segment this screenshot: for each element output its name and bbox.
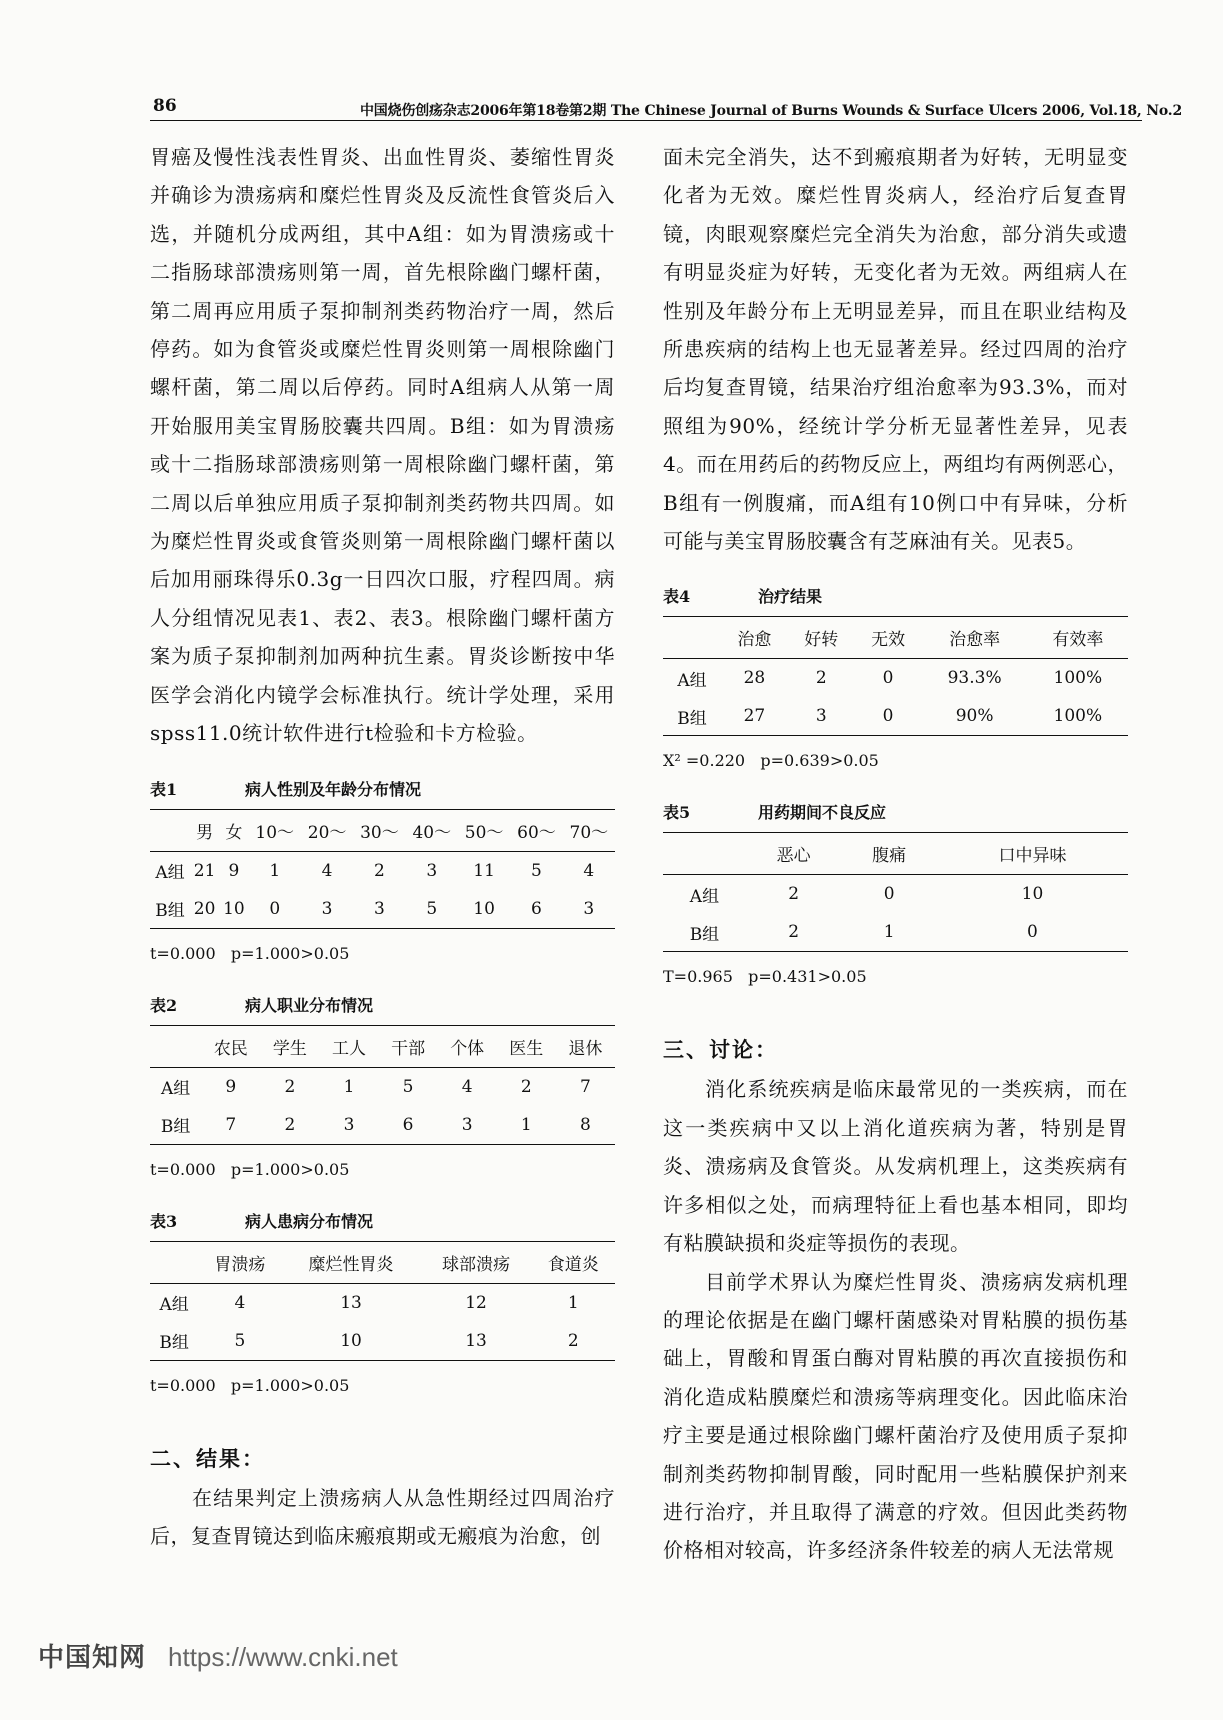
column-header: 干部 <box>391 1038 426 1059</box>
table-cell: 2 <box>788 884 800 905</box>
column-header: 工人 <box>332 1038 366 1059</box>
table-row <box>150 1106 615 1145</box>
column-header: 治愈率 <box>949 630 1001 651</box>
table-cell: 2 <box>815 668 827 689</box>
table-cell: 9 <box>225 1076 237 1097</box>
table-cell: 5 <box>234 1330 246 1351</box>
table-cell: 4 <box>321 860 333 881</box>
table-cell: 9 <box>228 860 240 881</box>
table-cell: 0 <box>1027 922 1038 943</box>
column-header: 胃溃疡 <box>214 1254 266 1275</box>
table-cell: 1 <box>883 922 895 943</box>
table4-label: 表4 <box>663 587 691 607</box>
column-header: 退休 <box>568 1038 603 1059</box>
column-header: 30～ <box>360 822 399 843</box>
table-row <box>663 913 1128 952</box>
table-cell: 27 <box>743 706 766 727</box>
column-header: 球部溃疡 <box>442 1254 511 1275</box>
table5 <box>663 832 1128 952</box>
table2-stat-note: t=0.000 p=1.000>0.05 <box>150 1159 350 1179</box>
table-row <box>150 851 615 890</box>
table-row <box>150 1283 615 1322</box>
journal-header: 中国烧伤创疡杂志2006年第18卷第2期 The Chinese Journal of Burns Wounds & Surface Ulcers 2006, Vol.18, No.2 <box>360 103 1182 119</box>
table-cell: 10 <box>1021 884 1044 905</box>
table-header-row <box>663 833 1128 875</box>
discussion-paragraph-1: 消化系统疾病是临床最常见的一类疾病，而在这一类疾病中又以上消化道疾病为著，特别是胃炎、溃疡病及食管炎。从发病机理上，这类疾病有许多相似之处，而病理特征上看也基本相同，即均有粘膜缺损和炎症等损伤的表现。 <box>663 1077 1128 1256</box>
table-cell: 4 <box>234 1292 246 1313</box>
table4-title: 治疗结果 <box>758 587 823 607</box>
discussion-paragraph-2: 目前学术界认为糜烂性胃炎、溃疡病发病机理的理论依据是在幽门螺杆菌感染对胃粘膜的损伤基础上，胃酸和胃蛋白酶对胃粘膜的再次直接损伤和消化造成粘膜糜烂和溃疡等病理变化。因此临床治疗主要是通过根除幽门螺杆菌治疗及使用质子泵抑制剂类药物抑制胃酸，同时配用一些粘膜保护剂来进行治疗，并且取得了满意的疗效。但因此类药物价格相对较高，许多经济条件较差的病人无法常规 <box>663 1269 1128 1563</box>
table-cell: 2 <box>567 1330 579 1351</box>
column-header: 40～ <box>412 822 452 843</box>
table-header-row <box>663 617 1128 659</box>
table1 <box>150 809 615 929</box>
table-cell: 20 <box>193 898 216 919</box>
cnki-logo: 中国知网 <box>38 1642 147 1672</box>
column-header: 60～ <box>517 822 556 843</box>
column-header: 治愈 <box>737 630 772 651</box>
right-column <box>663 138 1128 1570</box>
table-row <box>150 890 615 929</box>
column-header: 农民 <box>213 1038 248 1059</box>
table-cell: 3 <box>583 898 595 919</box>
column-header: 好转 <box>804 630 839 651</box>
results-continued-paragraph: 面未完全消失，达不到瘢痕期者为好转，无明显变化者为无效。糜烂性胃炎病人，经治疗后复查胃镜，肉眼观察糜烂完全消失为治愈，部分消失或遗有明显炎症为好转，无变化者为无效。两组病人在性别及年龄分布上无明显差异，而且在职业结构及所患疾病的结构上也无显著差异。经过四周的治疗后均复查胃镜，结果治疗组治愈率为93.3%，而对照组为90%，经统计学分析无显著性差异，见表4。而在用药后的药物反应上，两组均有两例恶心，B组有一例腹痛，而A组有10例口中有异味，分析可能与美宝胃肠胶囊含有芝麻油有关。见表5。 <box>663 145 1128 554</box>
column-header: 腹痛 <box>872 846 907 867</box>
table1-label: 表1 <box>150 779 178 799</box>
table-cell: 5 <box>426 898 438 919</box>
column-header: 有效率 <box>1052 630 1104 651</box>
table-cell: 3 <box>815 706 827 727</box>
table-cell: 6 <box>402 1114 414 1135</box>
row-label: B组 <box>160 1117 191 1137</box>
table-cell: 21 <box>193 860 216 881</box>
row-label: B组 <box>677 708 707 729</box>
table-cell: 2 <box>284 1114 296 1135</box>
table-cell: 13 <box>465 1330 487 1351</box>
table1-caption <box>150 775 615 805</box>
row-label: A组 <box>155 863 185 883</box>
table-cell: 6 <box>531 898 542 919</box>
table-cell: 1 <box>269 860 281 881</box>
row-label: A组 <box>160 1079 191 1099</box>
table5-label: 表5 <box>663 803 691 823</box>
column-header: 50～ <box>464 822 504 843</box>
column-header: 70～ <box>569 822 609 843</box>
row-label: B组 <box>155 901 185 921</box>
row-label: A组 <box>689 886 720 907</box>
table-cell: 2 <box>374 860 385 881</box>
table-cell: 93.3% <box>947 668 1002 689</box>
table-row <box>663 875 1128 914</box>
table3-caption <box>150 1207 615 1237</box>
row-label: A组 <box>159 1295 189 1315</box>
column-header: 10～ <box>255 822 295 843</box>
section-discussion-heading: 三、讨论： <box>663 1037 778 1063</box>
table-row <box>150 1067 615 1106</box>
table-cell: 4 <box>461 1076 473 1097</box>
table-cell: 3 <box>426 860 438 881</box>
table2 <box>150 1025 615 1145</box>
page-number: 86 <box>153 96 177 116</box>
column-header <box>663 833 746 875</box>
cnki-url[interactable]: https://www.cnki.net <box>168 1642 398 1672</box>
table-cell: 0 <box>882 706 894 727</box>
cnki-watermark <box>38 1637 398 1674</box>
table-cell: 7 <box>225 1114 237 1135</box>
table-cell: 5 <box>531 860 542 881</box>
table-cell: 0 <box>269 898 281 919</box>
table4 <box>663 616 1128 736</box>
column-header: 男 <box>196 822 214 843</box>
table-cell: 0 <box>883 884 895 905</box>
table-cell: 100% <box>1053 706 1103 727</box>
table-cell: 3 <box>461 1114 473 1135</box>
table-cell: 5 <box>402 1076 414 1097</box>
table5-caption <box>663 798 1128 828</box>
table-cell: 28 <box>743 668 766 689</box>
column-header: 无效 <box>871 630 906 651</box>
table2-title: 病人职业分布情况 <box>245 995 374 1015</box>
header-rule <box>150 120 1142 121</box>
table-cell: 1 <box>567 1292 579 1313</box>
table-cell: 11 <box>473 860 495 881</box>
column-header: 医生 <box>509 1038 544 1059</box>
column-header: 女 <box>225 822 243 843</box>
table1-title: 病人性别及年龄分布情况 <box>245 779 422 799</box>
column-header: 食道炎 <box>547 1254 599 1275</box>
table4-caption <box>663 582 1128 612</box>
column-header <box>663 617 721 659</box>
column-header: 恶心 <box>776 846 811 867</box>
table-row <box>663 659 1128 698</box>
table-cell: 2 <box>520 1076 532 1097</box>
column-header <box>150 1025 201 1067</box>
section-results-heading: 二、结果： <box>150 1445 265 1471</box>
table-cell: 90% <box>955 706 994 727</box>
table2-label: 表2 <box>150 995 178 1015</box>
table-cell: 0 <box>882 668 894 689</box>
column-header: 个体 <box>450 1038 485 1059</box>
row-label: B组 <box>689 924 720 945</box>
table4-stat-note: X² =0.220 p=0.639>0.05 <box>663 751 879 771</box>
table-cell: 8 <box>580 1114 591 1135</box>
column-header: 糜烂性胃炎 <box>308 1254 394 1275</box>
table3-title: 病人患病分布情况 <box>245 1211 374 1231</box>
results-paragraph: 在结果判定上溃疡病人从急性期经过四周治疗后，复查胃镜达到临床瘢痕期或无瘢痕为治愈，创 <box>150 1485 615 1548</box>
table-row <box>663 697 1128 736</box>
table-cell: 7 <box>580 1076 591 1097</box>
row-label: B组 <box>159 1333 189 1353</box>
table3-stat-note: t=0.000 p=1.000>0.05 <box>150 1375 350 1395</box>
column-header <box>150 809 190 851</box>
table2-caption <box>150 991 615 1021</box>
table-header-row <box>150 1241 615 1283</box>
column-header: 口中异味 <box>998 846 1067 867</box>
table-cell: 3 <box>343 1114 355 1135</box>
table-cell: 3 <box>374 898 385 919</box>
table-header-row <box>150 1025 615 1067</box>
column-header: 学生 <box>272 1038 307 1059</box>
table5-stat-note: T=0.965 p=0.431>0.05 <box>663 967 867 987</box>
table-cell: 10 <box>340 1330 362 1351</box>
table-cell: 12 <box>465 1292 487 1313</box>
table-cell: 13 <box>340 1292 362 1313</box>
table1-stat-note: t=0.000 p=1.000>0.05 <box>150 943 350 963</box>
table-cell: 3 <box>321 898 333 919</box>
table-cell: 4 <box>583 860 595 881</box>
table3-label: 表3 <box>150 1211 178 1231</box>
table-cell: 10 <box>223 898 245 919</box>
table-cell: 2 <box>788 922 800 943</box>
table-cell: 1 <box>343 1076 355 1097</box>
column-header <box>150 1241 198 1283</box>
table-header-row <box>150 809 615 851</box>
table-row <box>150 1322 615 1361</box>
methods-paragraph: 胃癌及慢性浅表性胃炎、出血性胃炎、萎缩性胃炎并确诊为溃疡病和糜烂性胃炎及反流性食管炎后入选，并随机分成两组，其中A组：如为胃溃疡或十二指肠球部溃疡则第一周，首先根除幽门螺杆菌，第二周再应用质子泵抑制剂类药物治疗一周，然后停药。如为食管炎或糜烂性胃炎则第一周根除幽门螺杆菌，第二周以后停药。同时A组病人从第一周开始服用美宝胃肠胶囊共四周。B组：如为胃溃疡或十二指肠球部溃疡则第一周根除幽门螺杆菌，第二周以后单独应用质子泵抑制剂类药物共四周。如为糜烂性胃炎或食管炎则第一周根除幽门螺杆菌以后加用丽珠得乐0.3g一日四次口服，疗程四周。病人分组情况见表1、表2、表3。根除幽门螺杆菌方案为质子泵抑制剂加两种抗生素。胃炎诊断按中华医学会消化内镜学会标准执行。统计学处理，采用spss11.0统计软件进行t检验和卡方检验。 <box>150 145 615 746</box>
table-cell: 1 <box>520 1114 532 1135</box>
table-cell: 100% <box>1053 668 1103 689</box>
table-cell: 2 <box>284 1076 296 1097</box>
column-header: 20～ <box>307 822 347 843</box>
left-column <box>150 138 615 1555</box>
table3 <box>150 1241 615 1361</box>
table-cell: 10 <box>473 898 495 919</box>
table5-title: 用药期间不良反应 <box>758 803 887 823</box>
row-label: A组 <box>677 670 707 691</box>
